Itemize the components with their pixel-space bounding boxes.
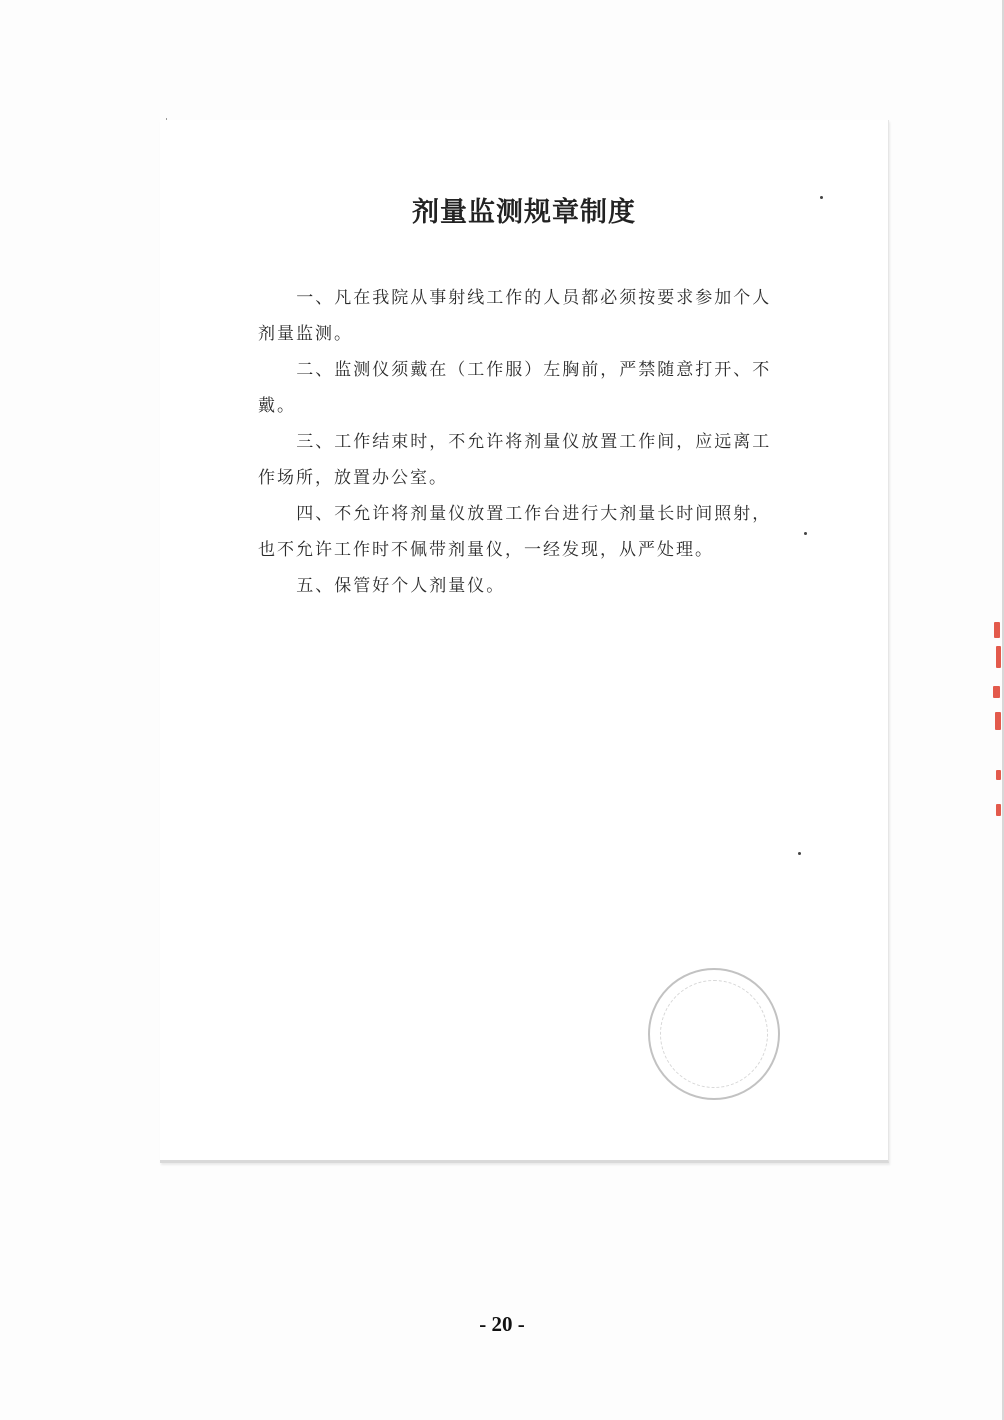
red-stamp-fragment [994, 622, 1000, 638]
official-seal [648, 968, 780, 1100]
scan-speck [804, 532, 807, 535]
rule-paragraph-3: 三、工作结束时，不允许将剂量仪放置工作间，应远离工作场所，放置办公室。 [258, 432, 772, 488]
document-title: 剂量监测规章制度 [412, 197, 636, 228]
red-stamp-fragment [993, 686, 1000, 698]
scan-speck [820, 196, 823, 199]
rule-paragraph-5: 五、保管好个人剂量仪。 [296, 576, 506, 596]
red-stamp-fragment [996, 804, 1001, 816]
seal-inner-ring [660, 980, 768, 1088]
rule-paragraph-2: 二、监测仪须戴在（工作服）左胸前，严禁随意打开、不戴。 [258, 360, 772, 416]
page-number: - 20 - [479, 1312, 525, 1336]
scan-speck [798, 852, 801, 855]
red-stamp-fragment [995, 712, 1001, 730]
red-stamp-fragment [996, 646, 1001, 668]
rule-paragraph-1: 一、凡在我院从事射线工作的人员都必须按要求参加个人剂量监测。 [258, 288, 772, 344]
document-body [258, 280, 778, 604]
document-sheet [160, 120, 889, 1163]
red-stamp-fragment [996, 770, 1001, 780]
rule-paragraph-4: 四、不允许将剂量仪放置工作台进行大剂量长时间照射，也不允许工作时不佩带剂量仪，一经发现，从严处理。 [258, 504, 772, 560]
